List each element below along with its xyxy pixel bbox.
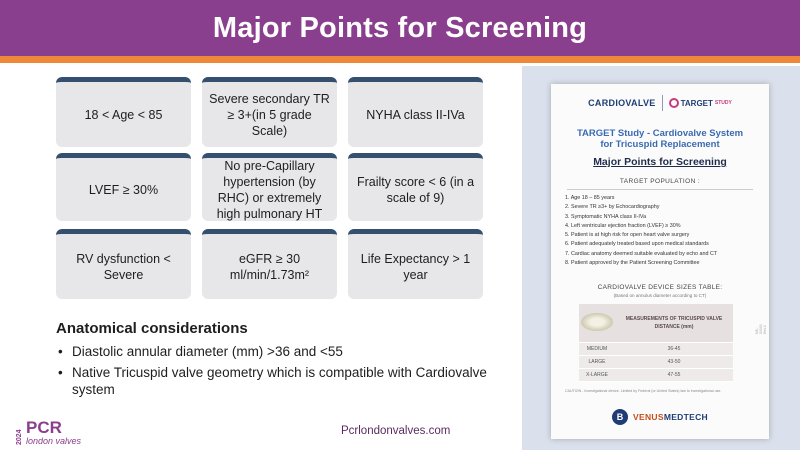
table-row [579, 343, 733, 356]
venus-medtech-wordmark [633, 412, 708, 422]
criteria-card-egfr: eGFR ≥ 30 ml/min/1.73m² [202, 229, 337, 299]
anatomical-bullet: • Diastolic annular diameter (mm) >36 and <55 [72, 343, 496, 360]
table-cell-size: MEDIUM [579, 343, 615, 356]
criteria-grid [56, 77, 483, 299]
table-cell-size: X-LARGE [579, 369, 615, 382]
study-document-image [551, 84, 769, 439]
cardiovalve-logo: CARDIOVALVE [588, 98, 656, 108]
anatomical-bullet: • Native Tricuspid valve geometry which is compatible with Cardiovalve system [72, 364, 496, 398]
doc-table-subtitle: (Based on annulus diameter according to CT) [613, 293, 707, 298]
logo-divider [662, 95, 663, 111]
criteria-card-tr: Severe secondary TR ≥ 3+(in 5 grade Scale) [202, 77, 337, 147]
table-row [579, 356, 733, 369]
target-study-logo [669, 98, 732, 108]
pcr-london-valves-logo [14, 416, 114, 448]
doc-population-item: 8. Patient approved by the Patient Screening Committee [565, 260, 700, 267]
target-icon [669, 98, 679, 108]
criteria-card-life: Life Expectancy > 1 year [348, 229, 483, 299]
doc-population-list [565, 194, 761, 268]
doc-table-title: CARDIOVALVE DEVICE SIZES TABLE: [597, 284, 723, 291]
target-logo-text: TARGET [680, 98, 713, 108]
logo-sub: london valves [26, 436, 82, 446]
criteria-card-rv: RV dysfunction < Severe [56, 229, 191, 299]
criteria-card-lvef: LVEF ≥ 30% [56, 153, 191, 221]
venus-medtech-logo [551, 402, 769, 432]
doc-population-item: 1. Age 18 – 85 years [565, 195, 615, 201]
valve-image-cell [579, 304, 615, 343]
table-cell-range: 36-45 [615, 343, 733, 356]
table-cell-range: 43-50 [615, 356, 733, 369]
vm-brand-part2: MEDTECH [663, 412, 708, 422]
criteria-card-frailty: Frailty score < 6 (in a scale of 9) [348, 153, 483, 221]
anatomical-section [56, 320, 496, 402]
doc-divider [567, 189, 753, 190]
anatomical-list [56, 343, 496, 398]
footer-url[interactable]: Pcrlondonvalves.com [341, 425, 451, 437]
valve-device-icon [581, 313, 613, 331]
table-header-row [579, 304, 733, 343]
venus-medtech-icon: B [612, 409, 628, 425]
doc-population-item: 6. Patient adequately treated based upon medical standards [565, 241, 709, 248]
doc-caution: CAUTION - Investigational device. Limited by Federal (or United States) law to investigational use. [565, 389, 722, 393]
doc-side-code: MK-00000 Rev.2 [755, 324, 767, 334]
doc-title-line2: for Tricuspid Replacement [600, 139, 720, 150]
doc-title [551, 128, 769, 150]
doc-header [551, 84, 769, 122]
logo-main: PCR [26, 418, 62, 437]
criteria-card-hypertension: No pre-Capillary hypertension (by RHC) or extremely high pulmonary HT [202, 153, 337, 221]
vm-brand-part1: VENUS [633, 412, 664, 422]
accent-stripe [0, 56, 800, 63]
doc-population-item: 3. Symptomatic NYHA class II-IVa [565, 213, 647, 220]
slide-title: Major Points for Screening [212, 11, 588, 44]
target-logo-sub: STUDY [714, 100, 732, 106]
title-bar [0, 0, 800, 56]
anatomical-heading: Anatomical considerations [56, 320, 248, 337]
doc-population-heading: TARGET POPULATION : [619, 178, 701, 185]
doc-subtitle: Major Points for Screening [593, 156, 727, 168]
table-header-cell: MEASUREMENTS OF TRICUSPID VALVE DISTANCE (mm) [615, 304, 733, 343]
doc-population-item: 2. Severe TR ≥3+ by Echocardiography [565, 204, 660, 211]
doc-population-item: 5. Patient is at high risk for open heart valve surgery [565, 232, 690, 239]
logo-year: 2024 [16, 429, 23, 445]
table-cell-range: 47-55 [615, 369, 733, 382]
criteria-card-nyha: NYHA class II-IVa [348, 77, 483, 147]
doc-title-line1: TARGET Study - Cardiovalve System [576, 128, 744, 139]
doc-population-item: 4. Left ventricular ejection fraction (LVEF) ≥ 30% [565, 222, 681, 229]
table-cell-size: LARGE [579, 356, 615, 369]
table-row [579, 369, 733, 382]
doc-population-item: 7. Cardiac anatomy deemed suitable evaluated by echo and CT [565, 250, 718, 257]
doc-sizes-table [579, 304, 733, 382]
criteria-card-age: 18 < Age < 85 [56, 77, 191, 147]
